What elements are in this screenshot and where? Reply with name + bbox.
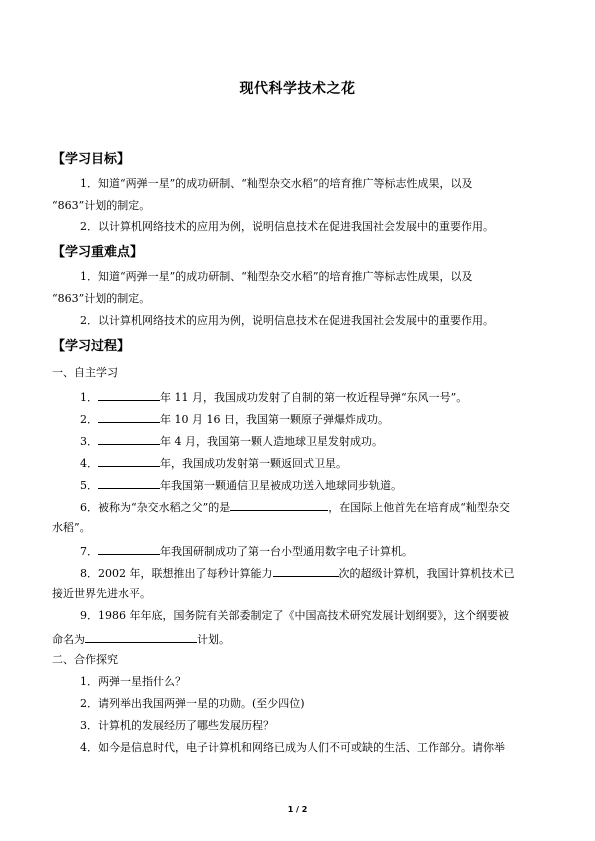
q9-blank[interactable] xyxy=(85,631,197,643)
q4-number: 4． xyxy=(80,457,98,470)
q1-number: 1． xyxy=(80,391,98,404)
q8-text-after: 次的超级计算机，我国计算机技术已 xyxy=(338,567,515,580)
cooperative-q4: 4．如今是信息时代，电子计算机和网络已成为人们不可或缺的生活、工作部分。请你举 xyxy=(80,741,505,754)
goals-item-1-line-1: 1．知道“两弹一星”的成功研制、“籼型杂交水稻”的培育推广等标志性成果，以及 xyxy=(80,177,473,190)
self-study-q8-continued: 接近世界先进水平。 xyxy=(52,587,151,600)
key-points-item-1-line-2: “863”计划的制定。 xyxy=(52,292,151,305)
q8-blank[interactable] xyxy=(273,565,339,577)
q4-blank[interactable] xyxy=(98,455,160,467)
q5-number: 5． xyxy=(80,479,98,492)
q7-number: 7． xyxy=(80,545,98,558)
cooperative-q2: 2．请列举出我国两弹一星的功勋。(至少四位) xyxy=(80,697,305,710)
q1-text: 年 11 月，我国成功发射了自制的第一枚近程导弹“东风一号”。 xyxy=(160,391,468,404)
self-study-q7 xyxy=(80,543,413,559)
cooperative-q3: 3．计算机的发展经历了哪些发展历程？ xyxy=(80,719,274,732)
self-study-q5 xyxy=(80,477,402,493)
goals-heading: 【学习目标】 xyxy=(52,152,131,167)
q3-text: 年 4 月，我国第一颗人造地球卫星发射成功。 xyxy=(160,435,383,448)
q4-text: 年，我国成功发射第一颗返回式卫星。 xyxy=(160,457,347,470)
process-heading: 【学习过程】 xyxy=(52,339,131,354)
key-points-heading: 【学习重难点】 xyxy=(52,245,144,260)
goals-item-2: 2．以计算机网络技术的应用为例，说明信息技术在促进我国社会发展中的重要作用。 xyxy=(80,220,494,233)
self-study-q6 xyxy=(80,499,510,515)
q6-blank[interactable] xyxy=(230,499,328,511)
q9-text-after: 计划。 xyxy=(197,633,230,646)
key-points-item-1-line-1: 1．知道“两弹一星”的成功研制、“籼型杂交水稻”的培育推广等标志性成果，以及 xyxy=(80,270,473,283)
q2-number: 2． xyxy=(80,413,98,426)
self-study-heading: 一、自主学习 xyxy=(52,366,118,379)
self-study-q3 xyxy=(80,433,383,449)
q2-text: 年 10 月 16 日，我国第一颗原子弹爆炸成功。 xyxy=(160,413,389,426)
q8-text-before: 8．2002 年，联想推出了每秒计算能力 xyxy=(80,567,273,580)
q1-blank[interactable] xyxy=(98,389,160,401)
self-study-q9-line-2 xyxy=(52,631,230,647)
q9-text-before: 命名为 xyxy=(52,633,85,646)
key-points-item-2: 2．以计算机网络技术的应用为例，说明信息技术在促进我国社会发展中的重要作用。 xyxy=(80,314,494,327)
q7-blank[interactable] xyxy=(98,543,160,555)
self-study-q8 xyxy=(80,565,515,581)
q3-number: 3． xyxy=(80,435,98,448)
q6-text-before: 6．被称为“杂交水稻之父”的是 xyxy=(80,501,231,514)
self-study-q9-line-1: 9．1986 年年底，国务院有关部委制定了《中国高技术研究发展计划纲要》，这个纲要被 xyxy=(80,609,509,622)
cooperative-q1: 1．两弹一星指什么？ xyxy=(80,675,186,688)
self-study-q4 xyxy=(80,455,347,471)
q5-blank[interactable] xyxy=(98,477,160,489)
q5-text: 年我国第一颗通信卫星被成功送入地球同步轨道。 xyxy=(160,479,402,492)
self-study-q6-continued: 水稻”。 xyxy=(52,521,91,534)
page-number: 1 / 2 xyxy=(287,805,308,814)
q2-blank[interactable] xyxy=(98,411,160,423)
cooperative-heading: 二、合作探究 xyxy=(52,653,118,666)
q7-text: 年我国研制成功了第一台小型通用数字电子计算机。 xyxy=(160,545,413,558)
q3-blank[interactable] xyxy=(98,433,160,445)
page-title: 现代科学技术之花 xyxy=(239,81,356,97)
self-study-q1 xyxy=(80,389,467,405)
goals-item-1-line-2: “863”计划的制定。 xyxy=(52,199,151,212)
q6-text-after: ，在国际上他首先在培育成“籼型杂交 xyxy=(328,501,510,514)
self-study-q2 xyxy=(80,411,389,427)
